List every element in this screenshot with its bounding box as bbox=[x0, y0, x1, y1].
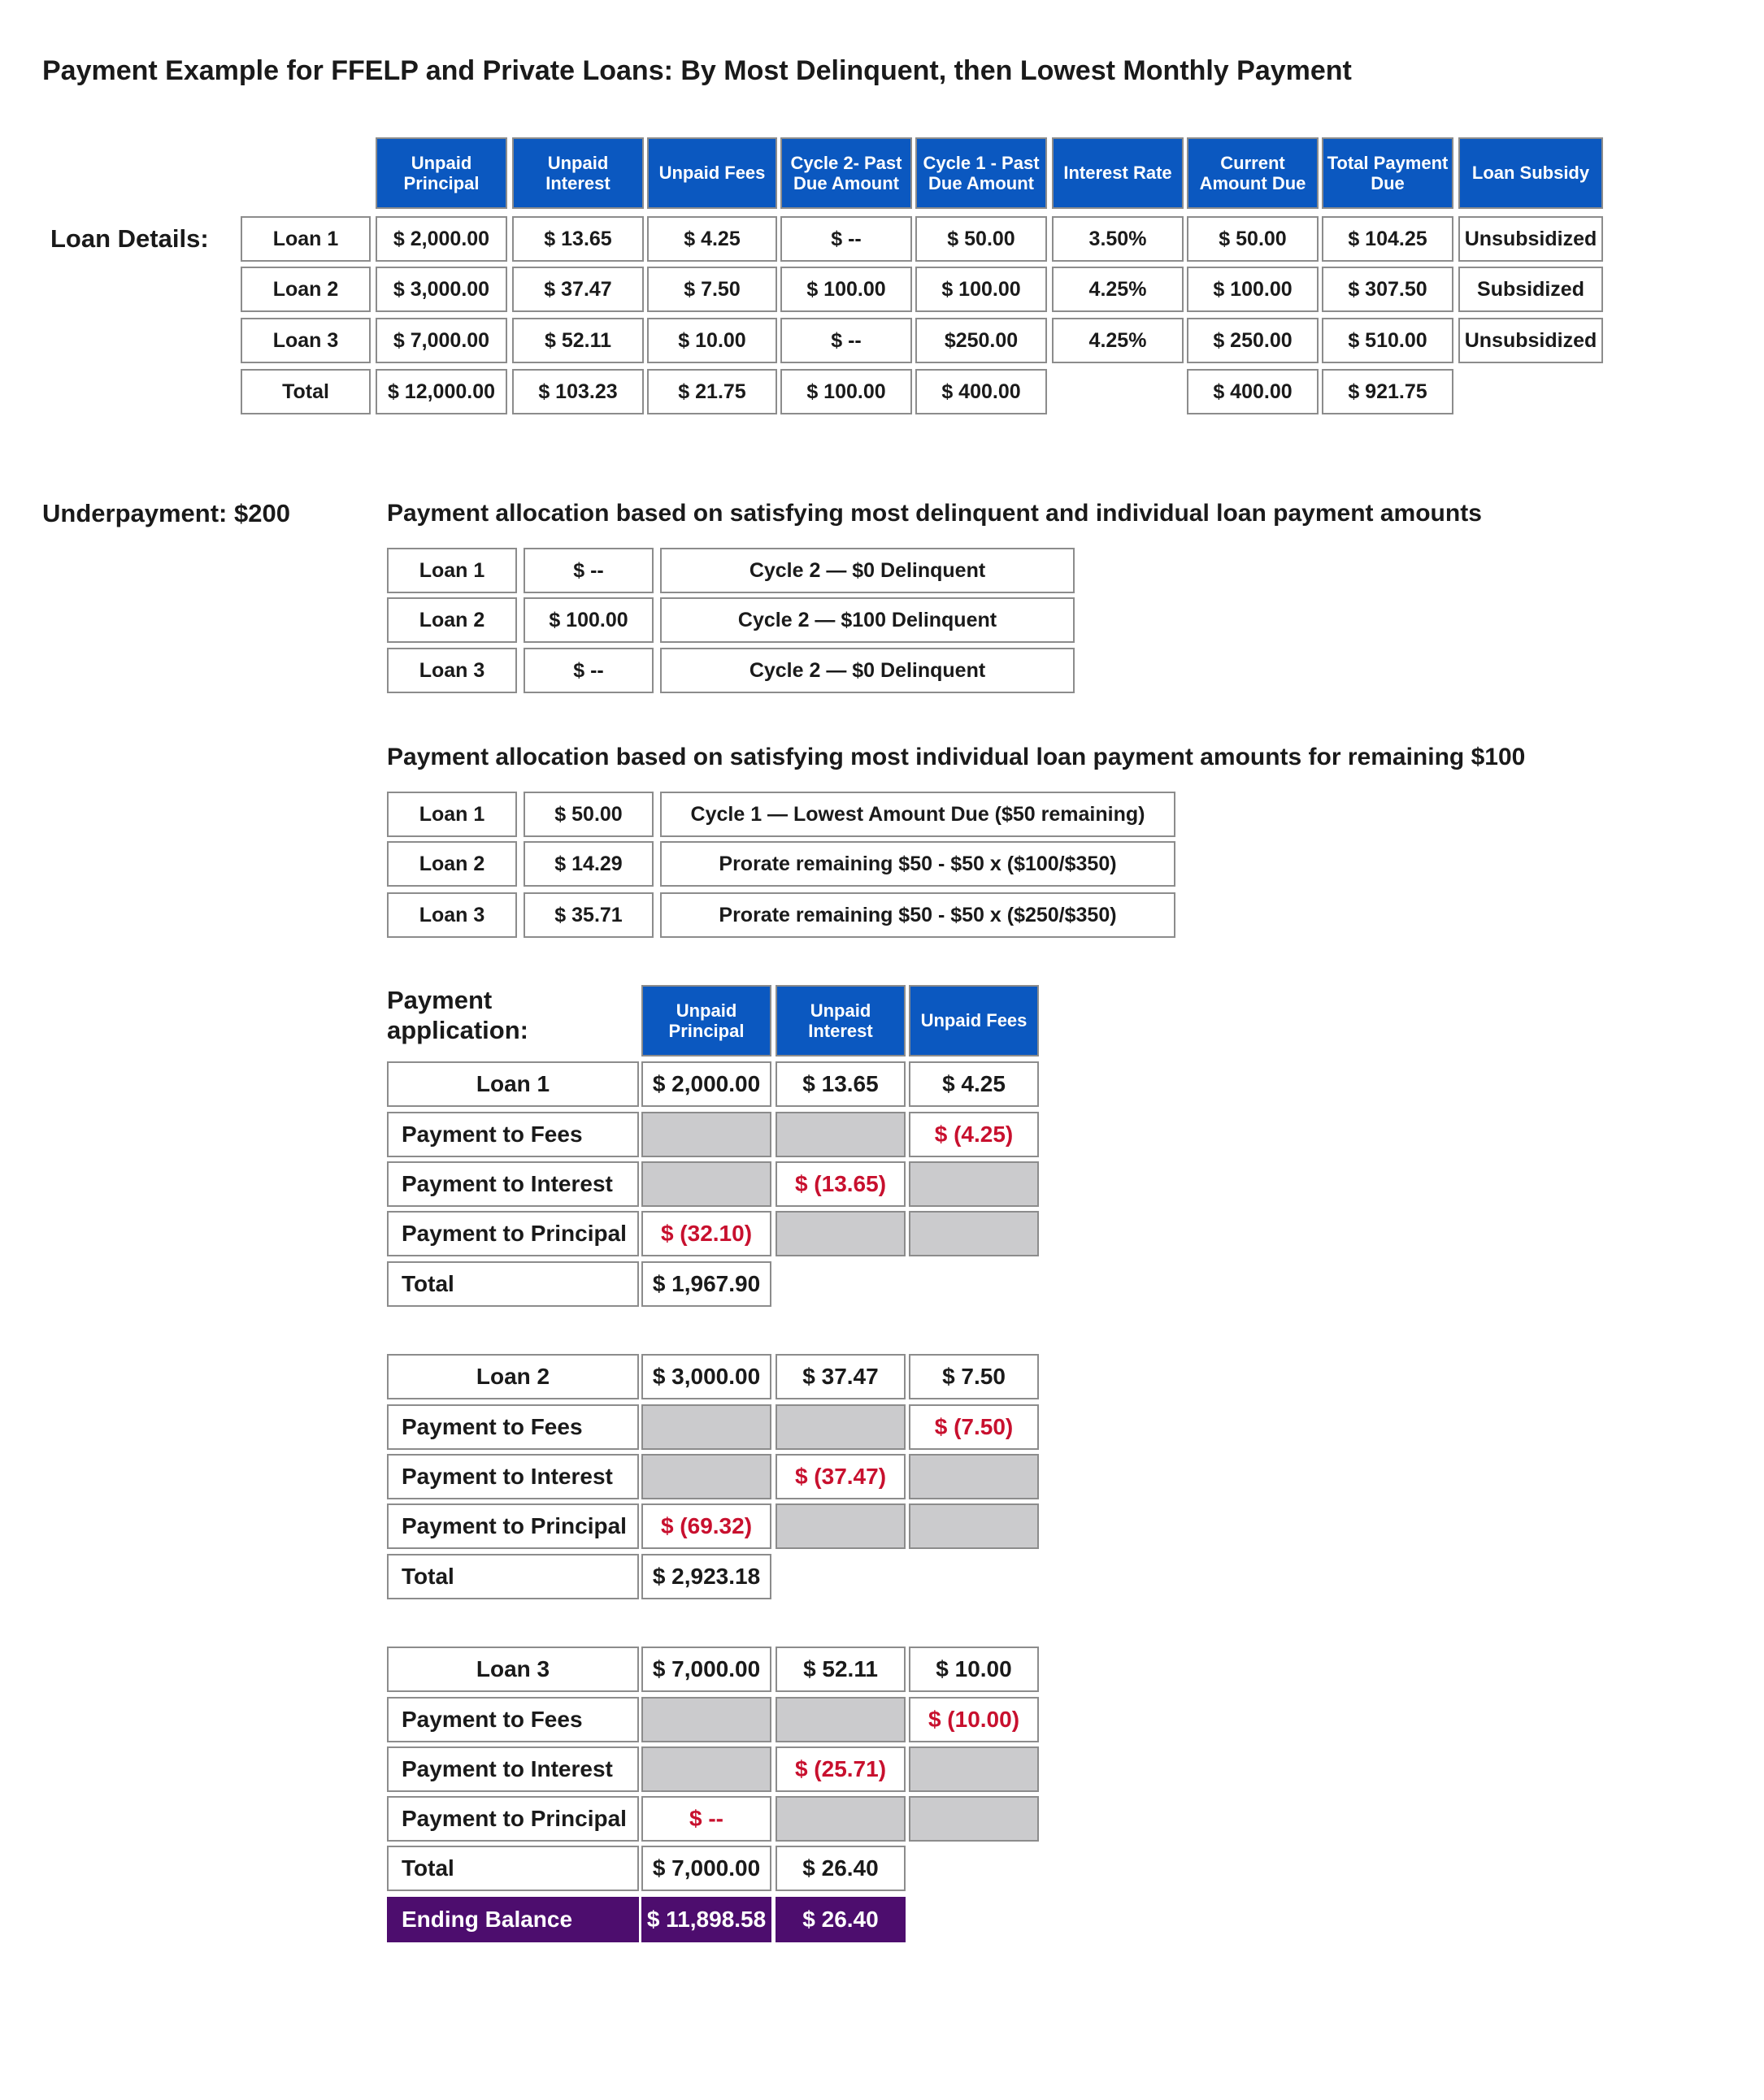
total-principal-value: $ 2,923.18 bbox=[641, 1554, 771, 1599]
row-label-payment-to-interest: Payment to Interest bbox=[387, 1454, 639, 1499]
app-loan-name: Loan 3 bbox=[387, 1647, 639, 1692]
header-cycle2-past-due: Cycle 2- Past Due Amount bbox=[780, 137, 912, 209]
app-loan-name: Loan 1 bbox=[387, 1061, 639, 1107]
header-unpaid-principal: Unpaid Principal bbox=[376, 137, 507, 209]
payment-to-interest-value: $ (25.71) bbox=[776, 1746, 906, 1792]
loan-details-cell: Unsubsidized bbox=[1458, 318, 1603, 363]
app-principal: $ 2,000.00 bbox=[641, 1061, 771, 1107]
payment-to-principal-value: $ (69.32) bbox=[641, 1503, 771, 1549]
loan-details-row-label: Loan 1 bbox=[241, 216, 371, 262]
loan-details-cell: $ 7,000.00 bbox=[376, 318, 507, 363]
allocation1-note: Cycle 2 — $0 Delinquent bbox=[660, 548, 1075, 593]
total-principal-value: $ 7,000.00 bbox=[641, 1846, 771, 1891]
allocation2-note: Prorate remaining $50 - $50 x ($100/$350) bbox=[660, 841, 1175, 887]
allocation1-amount: $ -- bbox=[524, 648, 654, 693]
row-label-payment-to-fees: Payment to Fees bbox=[387, 1697, 639, 1742]
loan-details-cell: Subsidized bbox=[1458, 267, 1603, 312]
loan-details-cell: $ 7.50 bbox=[647, 267, 777, 312]
app-header-principal: Unpaid Principal bbox=[641, 985, 771, 1057]
allocation2-note: Cycle 1 — Lowest Amount Due ($50 remaining) bbox=[660, 792, 1175, 837]
loan-details-cell: $ -- bbox=[780, 216, 912, 262]
app-principal: $ 7,000.00 bbox=[641, 1647, 771, 1692]
total-interest-value: $ 26.40 bbox=[776, 1846, 906, 1891]
allocation2-amount: $ 50.00 bbox=[524, 792, 654, 837]
allocation1-note: Cycle 2 — $100 Delinquent bbox=[660, 597, 1075, 643]
allocation1-loan: Loan 3 bbox=[387, 648, 517, 693]
loan-details-total-cell: $ 103.23 bbox=[512, 369, 644, 414]
loan-details-total-label: Total bbox=[241, 369, 371, 414]
loan-details-row-label: Loan 3 bbox=[241, 318, 371, 363]
app-interest: $ 52.11 bbox=[776, 1647, 906, 1692]
loan-details-cell: 4.25% bbox=[1052, 318, 1184, 363]
allocation1-heading: Payment allocation based on satisfying most delinquent and individual loan payment amounts bbox=[387, 500, 1482, 527]
row-label-payment-to-fees: Payment to Fees bbox=[387, 1112, 639, 1157]
header-total-payment-due: Total Payment Due bbox=[1322, 137, 1453, 209]
loan-details-cell: $250.00 bbox=[915, 318, 1047, 363]
total-principal-value: $ 1,967.90 bbox=[641, 1261, 771, 1307]
payment-to-fees-value: $ (4.25) bbox=[909, 1112, 1039, 1157]
loan-details-cell: $ -- bbox=[780, 318, 912, 363]
header-loan-subsidy: Loan Subsidy bbox=[1458, 137, 1603, 209]
loan-details-cell: $ 510.00 bbox=[1322, 318, 1453, 363]
allocation2-loan: Loan 1 bbox=[387, 792, 517, 837]
empty-cell bbox=[776, 1503, 906, 1549]
row-label-payment-to-interest: Payment to Interest bbox=[387, 1161, 639, 1207]
loan-details-cell: $ 100.00 bbox=[1187, 267, 1319, 312]
row-label-payment-to-principal: Payment to Principal bbox=[387, 1503, 639, 1549]
loan-details-cell: $ 10.00 bbox=[647, 318, 777, 363]
allocation1-amount: $ -- bbox=[524, 548, 654, 593]
row-label-total: Total bbox=[387, 1846, 639, 1891]
allocation2-amount: $ 35.71 bbox=[524, 892, 654, 938]
empty-cell bbox=[909, 1503, 1039, 1549]
empty-cell bbox=[776, 1796, 906, 1842]
loan-details-cell: $ 4.25 bbox=[647, 216, 777, 262]
underpayment-label: Underpayment: $200 bbox=[42, 499, 290, 527]
loan-details-cell: $ 3,000.00 bbox=[376, 267, 507, 312]
row-label-payment-to-principal: Payment to Principal bbox=[387, 1796, 639, 1842]
header-unpaid-interest: Unpaid Interest bbox=[512, 137, 644, 209]
ending-balance-principal: $ 11,898.58 bbox=[641, 1897, 771, 1942]
app-fees: $ 10.00 bbox=[909, 1647, 1039, 1692]
empty-cell bbox=[641, 1454, 771, 1499]
allocation2-note: Prorate remaining $50 - $50 x ($250/$350) bbox=[660, 892, 1175, 938]
loan-details-cell: $ 52.11 bbox=[512, 318, 644, 363]
loan-details-cell: 4.25% bbox=[1052, 267, 1184, 312]
payment-to-interest-value: $ (37.47) bbox=[776, 1454, 906, 1499]
empty-cell bbox=[641, 1404, 771, 1450]
empty-cell bbox=[776, 1404, 906, 1450]
loan-details-total-cell: $ 21.75 bbox=[647, 369, 777, 414]
app-fees: $ 7.50 bbox=[909, 1354, 1039, 1399]
loan-details-total-cell: $ 400.00 bbox=[915, 369, 1047, 414]
empty-cell bbox=[641, 1112, 771, 1157]
allocation2-loan: Loan 3 bbox=[387, 892, 517, 938]
header-current-amount-due: Current Amount Due bbox=[1187, 137, 1319, 209]
app-fees: $ 4.25 bbox=[909, 1061, 1039, 1107]
loan-details-cell: $ 50.00 bbox=[915, 216, 1047, 262]
empty-cell bbox=[641, 1746, 771, 1792]
loan-details-cell: $ 50.00 bbox=[1187, 216, 1319, 262]
app-header-fees: Unpaid Fees bbox=[909, 985, 1039, 1057]
allocation1-loan: Loan 1 bbox=[387, 548, 517, 593]
allocation2-loan: Loan 2 bbox=[387, 841, 517, 887]
loan-details-cell: $ 307.50 bbox=[1322, 267, 1453, 312]
payment-to-fees-value: $ (10.00) bbox=[909, 1697, 1039, 1742]
loan-details-cell: 3.50% bbox=[1052, 216, 1184, 262]
allocation1-loan: Loan 2 bbox=[387, 597, 517, 643]
allocation1-amount: $ 100.00 bbox=[524, 597, 654, 643]
loan-details-label: Loan Details: bbox=[50, 224, 209, 253]
loan-details-cell: $ 104.25 bbox=[1322, 216, 1453, 262]
loan-details-cell: $ 13.65 bbox=[512, 216, 644, 262]
allocation2-heading: Payment allocation based on satisfying most individual loan payment amounts for remaining $100 bbox=[387, 744, 1526, 770]
app-interest: $ 13.65 bbox=[776, 1061, 906, 1107]
loan-details-total-cell: $ 12,000.00 bbox=[376, 369, 507, 414]
payment-to-interest-value: $ (13.65) bbox=[776, 1161, 906, 1207]
row-label-total: Total bbox=[387, 1554, 639, 1599]
row-label-payment-to-principal: Payment to Principal bbox=[387, 1211, 639, 1256]
loan-details-total-cell: $ 921.75 bbox=[1322, 369, 1453, 414]
empty-cell bbox=[909, 1161, 1039, 1207]
empty-cell bbox=[776, 1112, 906, 1157]
loan-details-cell: $ 100.00 bbox=[780, 267, 912, 312]
payment-application-label: Payment application: bbox=[387, 986, 528, 1045]
ending-balance-label: Ending Balance bbox=[387, 1897, 639, 1942]
loan-details-cell: $ 100.00 bbox=[915, 267, 1047, 312]
loan-details-cell: $ 2,000.00 bbox=[376, 216, 507, 262]
loan-details-total-cell: $ 400.00 bbox=[1187, 369, 1319, 414]
empty-cell bbox=[909, 1211, 1039, 1256]
payment-to-principal-value: $ -- bbox=[641, 1796, 771, 1842]
app-header-interest: Unpaid Interest bbox=[776, 985, 906, 1057]
empty-cell bbox=[909, 1746, 1039, 1792]
loan-details-cell: Unsubsidized bbox=[1458, 216, 1603, 262]
loan-details-cell: $ 250.00 bbox=[1187, 318, 1319, 363]
payment-to-fees-value: $ (7.50) bbox=[909, 1404, 1039, 1450]
loan-details-cell: $ 37.47 bbox=[512, 267, 644, 312]
empty-cell bbox=[641, 1697, 771, 1742]
empty-cell bbox=[776, 1697, 906, 1742]
row-label-payment-to-fees: Payment to Fees bbox=[387, 1404, 639, 1450]
allocation1-note: Cycle 2 — $0 Delinquent bbox=[660, 648, 1075, 693]
ending-balance-interest: $ 26.40 bbox=[776, 1897, 906, 1942]
empty-cell bbox=[776, 1211, 906, 1256]
app-principal: $ 3,000.00 bbox=[641, 1354, 771, 1399]
header-unpaid-fees: Unpaid Fees bbox=[647, 137, 777, 209]
row-label-payment-to-interest: Payment to Interest bbox=[387, 1746, 639, 1792]
page-title: Payment Example for FFELP and Private Loans: By Most Delinquent, then Lowest Monthly Payment bbox=[42, 55, 1352, 86]
row-label-total: Total bbox=[387, 1261, 639, 1307]
loan-details-total-cell: $ 100.00 bbox=[780, 369, 912, 414]
empty-cell bbox=[641, 1161, 771, 1207]
loan-details-row-label: Loan 2 bbox=[241, 267, 371, 312]
empty-cell bbox=[909, 1454, 1039, 1499]
header-cycle1-past-due: Cycle 1 - Past Due Amount bbox=[915, 137, 1047, 209]
app-loan-name: Loan 2 bbox=[387, 1354, 639, 1399]
header-interest-rate: Interest Rate bbox=[1052, 137, 1184, 209]
empty-cell bbox=[909, 1796, 1039, 1842]
allocation2-amount: $ 14.29 bbox=[524, 841, 654, 887]
payment-to-principal-value: $ (32.10) bbox=[641, 1211, 771, 1256]
app-interest: $ 37.47 bbox=[776, 1354, 906, 1399]
